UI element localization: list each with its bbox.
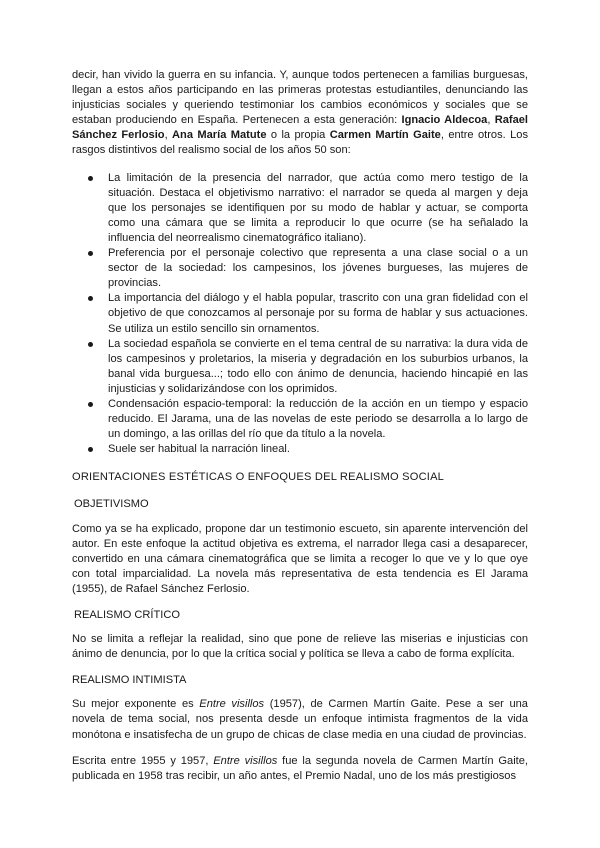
book-title: Entre visillos: [199, 698, 265, 711]
subsection-title-objetivismo: OBJETIVISMO: [74, 498, 149, 511]
critico-paragraph: No se limita a reflejar la realidad, sino que pone de relieve las miserias e injusticias con ánimo de denuncia, por lo que la crítica social y política se lleva a cabo de forma explícita.: [72, 633, 528, 661]
list-item: [72, 442, 528, 457]
intro-text: decir, han vivido la guerra en su infancia. Y, aunque todos pertenecen a familias burguesas, llegan a estos años participando en las primeras protestas estudiantiles, denunciando las injusticias sociales y queriendo testimoniar los cambios económicos y sociales que se estaban produciendo en España. Pertenecen a esta generación:: [72, 69, 528, 127]
bullet-icon: [88, 251, 93, 256]
author-name: Ignacio Aldecoa: [401, 114, 488, 127]
paragraph-text: fue la segunda novela de Carmen Martín Gaite, publicada en 1958 tras recibir, un año antes, el Premio Nadal, uno de los más prestigiosos: [72, 754, 528, 782]
author-name: Ana María Matute: [172, 129, 267, 142]
intro-text: o la propia: [266, 129, 330, 142]
list-item: [72, 246, 528, 291]
features-list: [72, 171, 528, 458]
bullet-icon: [88, 342, 93, 347]
list-item-text: Preferencia por el personaje colectivo que representa a una clase social o a un sector de la sociedad: los campesinos, los jóvenes burgueses, las mujeres de provincias.: [108, 247, 528, 290]
list-item-text: La importancia del diálogo y el habla popular, trascrito con una gran fidelidad con el objetivo de que conozcamos al personaje por su forma de hablar y sus actuaciones. Se utiliza un estilo sencillo sin ornamentos.: [108, 292, 528, 335]
separator: ,: [164, 129, 173, 142]
bullet-icon: [88, 402, 93, 407]
intimista-paragraph: [72, 697, 528, 742]
list-item-text: Suele ser habitual la narración lineal.: [108, 443, 290, 456]
list-item: [72, 291, 528, 336]
author-name: Rafael Sánchez Ferlosio: [72, 114, 528, 142]
intro-paragraph: [72, 68, 528, 159]
list-item: [72, 171, 528, 246]
bullet-icon: [88, 176, 93, 181]
paragraph-text: (1957), de Carmen Martín Gaite. Pese a ser una novela de tema social, nos presenta desde un enfoque intimista fragmentos de la vida monótona e insatisfecha de un grupo de chicas de clase media en una ciudad de provincias.: [72, 698, 528, 741]
bullet-icon: [88, 296, 93, 301]
objetivismo-paragraph: Como ya se ha explicado, propone dar un testimonio escueto, sin aparente intervención del autor. En este enfoque la actitud objetiva es extrema, el narrador llega casi a desaparecer, convertido en una cámara cinematográfica que se limita a recoger lo que ve y lo que oye con total imparcialidad. La novela más representativa de esta tendencia es El Jarama (1955), de Rafael Sánchez Ferlosio.: [72, 522, 528, 595]
paragraph-text: Escrita entre 1955 y 1957,: [72, 754, 214, 767]
author-name: Carmen Martín Gaite: [329, 129, 441, 142]
list-item-text: La limitación de la presencia del narrador, que actúa como mero testigo de la situación. Destaca el objetivismo narrativo: el narrador se queda al margen y deja que los personajes se identifiquen por su modo de hablar y actuar, se comporta como una cámara que se limita a reproducir lo que ocurre (se ha señalado la influencia del neorrealismo cinematográfico italiano).: [108, 171, 528, 244]
separator: ,: [487, 114, 495, 127]
subsection-title-intimista: REALISMO INTIMISTA: [72, 674, 187, 687]
document-page: [72, 68, 528, 795]
bullet-icon: [88, 447, 93, 452]
list-item: [72, 337, 528, 397]
section-heading: ORIENTACIONES ESTÉTICAS O ENFOQUES DEL REALISMO SOCIAL: [72, 471, 445, 484]
list-item-text: La sociedad española se convierte en el tema central de su narrativa: la dura vida de los campesinos y proletarios, la miseria y degradación en los suburbios urbanos, la banal vida burguesa...; todo ello con ánimo de denuncia, haciendo hincapié en las injusticias y solidarizándose con los oprimidos.: [108, 337, 528, 395]
list-item: [72, 397, 528, 442]
subsection-title-critico: REALISMO CRÍTICO: [74, 609, 181, 621]
list-item-text: Condensación espacio-temporal: la reducción de la acción en un tiempo y espacio reducido. El Jarama, una de las novelas de este periodo se desarrolla a lo largo de un domingo, a las orillas del río que da título a la novela.: [108, 397, 528, 441]
book-title: Entre visillos: [213, 754, 278, 767]
intro-text: , entre otros. Los rasgos distintivos del realismo social de los años 50 son:: [72, 129, 529, 157]
paragraph-text: Su mejor exponente es: [72, 698, 200, 711]
intimista-paragraph-2: [72, 754, 528, 784]
